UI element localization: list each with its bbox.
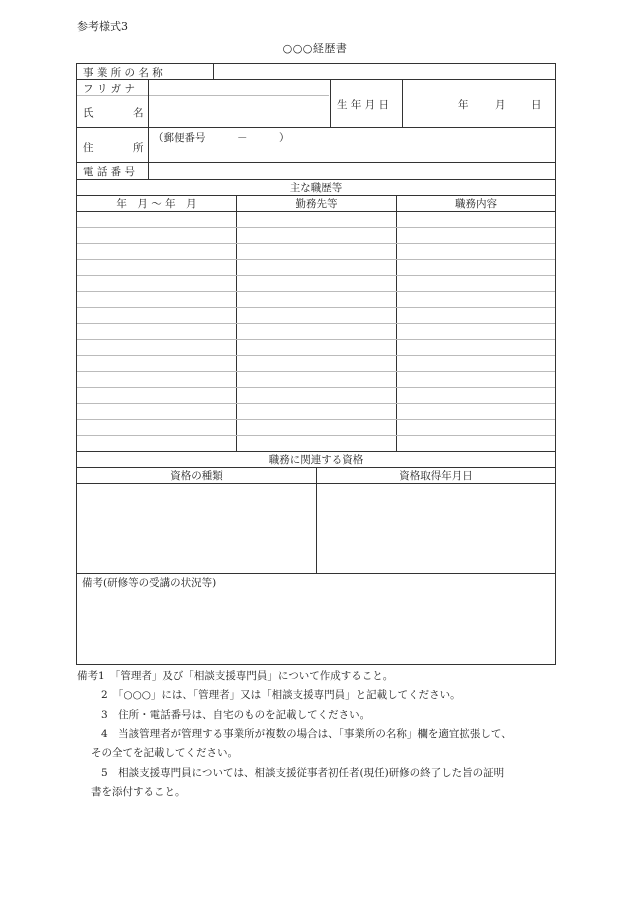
career-row-divider [77,339,555,340]
resume-form [76,63,556,665]
career-row-divider [77,355,555,356]
document-title: ○○○経歴書 [282,42,348,55]
career-heading: 主な職歴等 [289,182,343,194]
name-label-1: 氏 [83,107,94,119]
birthdate-label: 生 年 月 日 [337,99,390,111]
note-5-cont: 書を添付すること。 [91,786,186,798]
qualifications-heading: 職務に関連する資格 [268,454,364,466]
career-row-divider [77,403,555,404]
note-4-cont: その全てを記載してください。 [91,747,238,759]
career-row-divider [77,371,555,372]
career-row-divider [77,259,555,260]
note-5: 5 相談支援専門員については、相談支援従事者初任者(現任)研修の終了した旨の証明 [101,767,505,779]
remarks-label: 備考(研修等の受講の状況等) [82,577,217,589]
career-row-divider [77,291,555,292]
career-row-divider [77,323,555,324]
phone-label: 電 話 番 号 [83,166,136,178]
career-row-divider [77,435,555,436]
note-1: 備考1 「管理者」及び「相談支援専門員」について作成すること。 [77,670,394,682]
note-3: 3 住所・電話番号は、自宅のものを記載してください。 [101,709,371,721]
address-label-1: 住 [83,142,94,154]
postal-code-label: （郵便番号 － ） [153,132,290,144]
career-row-divider [77,275,555,276]
address-label-2: 所 [133,142,144,154]
birth-month-label: 月 [495,99,506,111]
career-row-divider [77,387,555,388]
career-row-divider [77,419,555,420]
career-row-divider [77,243,555,244]
career-row-divider [77,227,555,228]
birth-year-label: 年 [458,99,469,111]
note-2: 2 「○○○」には、「管理者」又は「相談支援専門員」と記載してください。 [101,689,461,701]
form-label: 参考様式3 [77,20,128,33]
qual-col-date: 資格取得年月日 [399,470,473,482]
name-label-2: 名 [133,107,144,119]
birth-day-label: 日 [531,99,542,111]
furigana-label: フ リ ガ ナ [83,83,136,95]
career-row-divider [77,307,555,308]
career-col-period: 年 月 ～ 年 月 [116,198,197,210]
office-name-label: 事 業 所 の 名 称 [83,67,163,79]
note-4: 4 当該管理者が管理する事業所が複数の場合は、「事業所の名称」欄を適宜拡張して、 [101,728,512,740]
qual-col-type: 資格の種類 [170,470,223,482]
career-col-duties: 職務内容 [455,198,497,210]
career-col-employer: 勤務先等 [295,198,338,210]
